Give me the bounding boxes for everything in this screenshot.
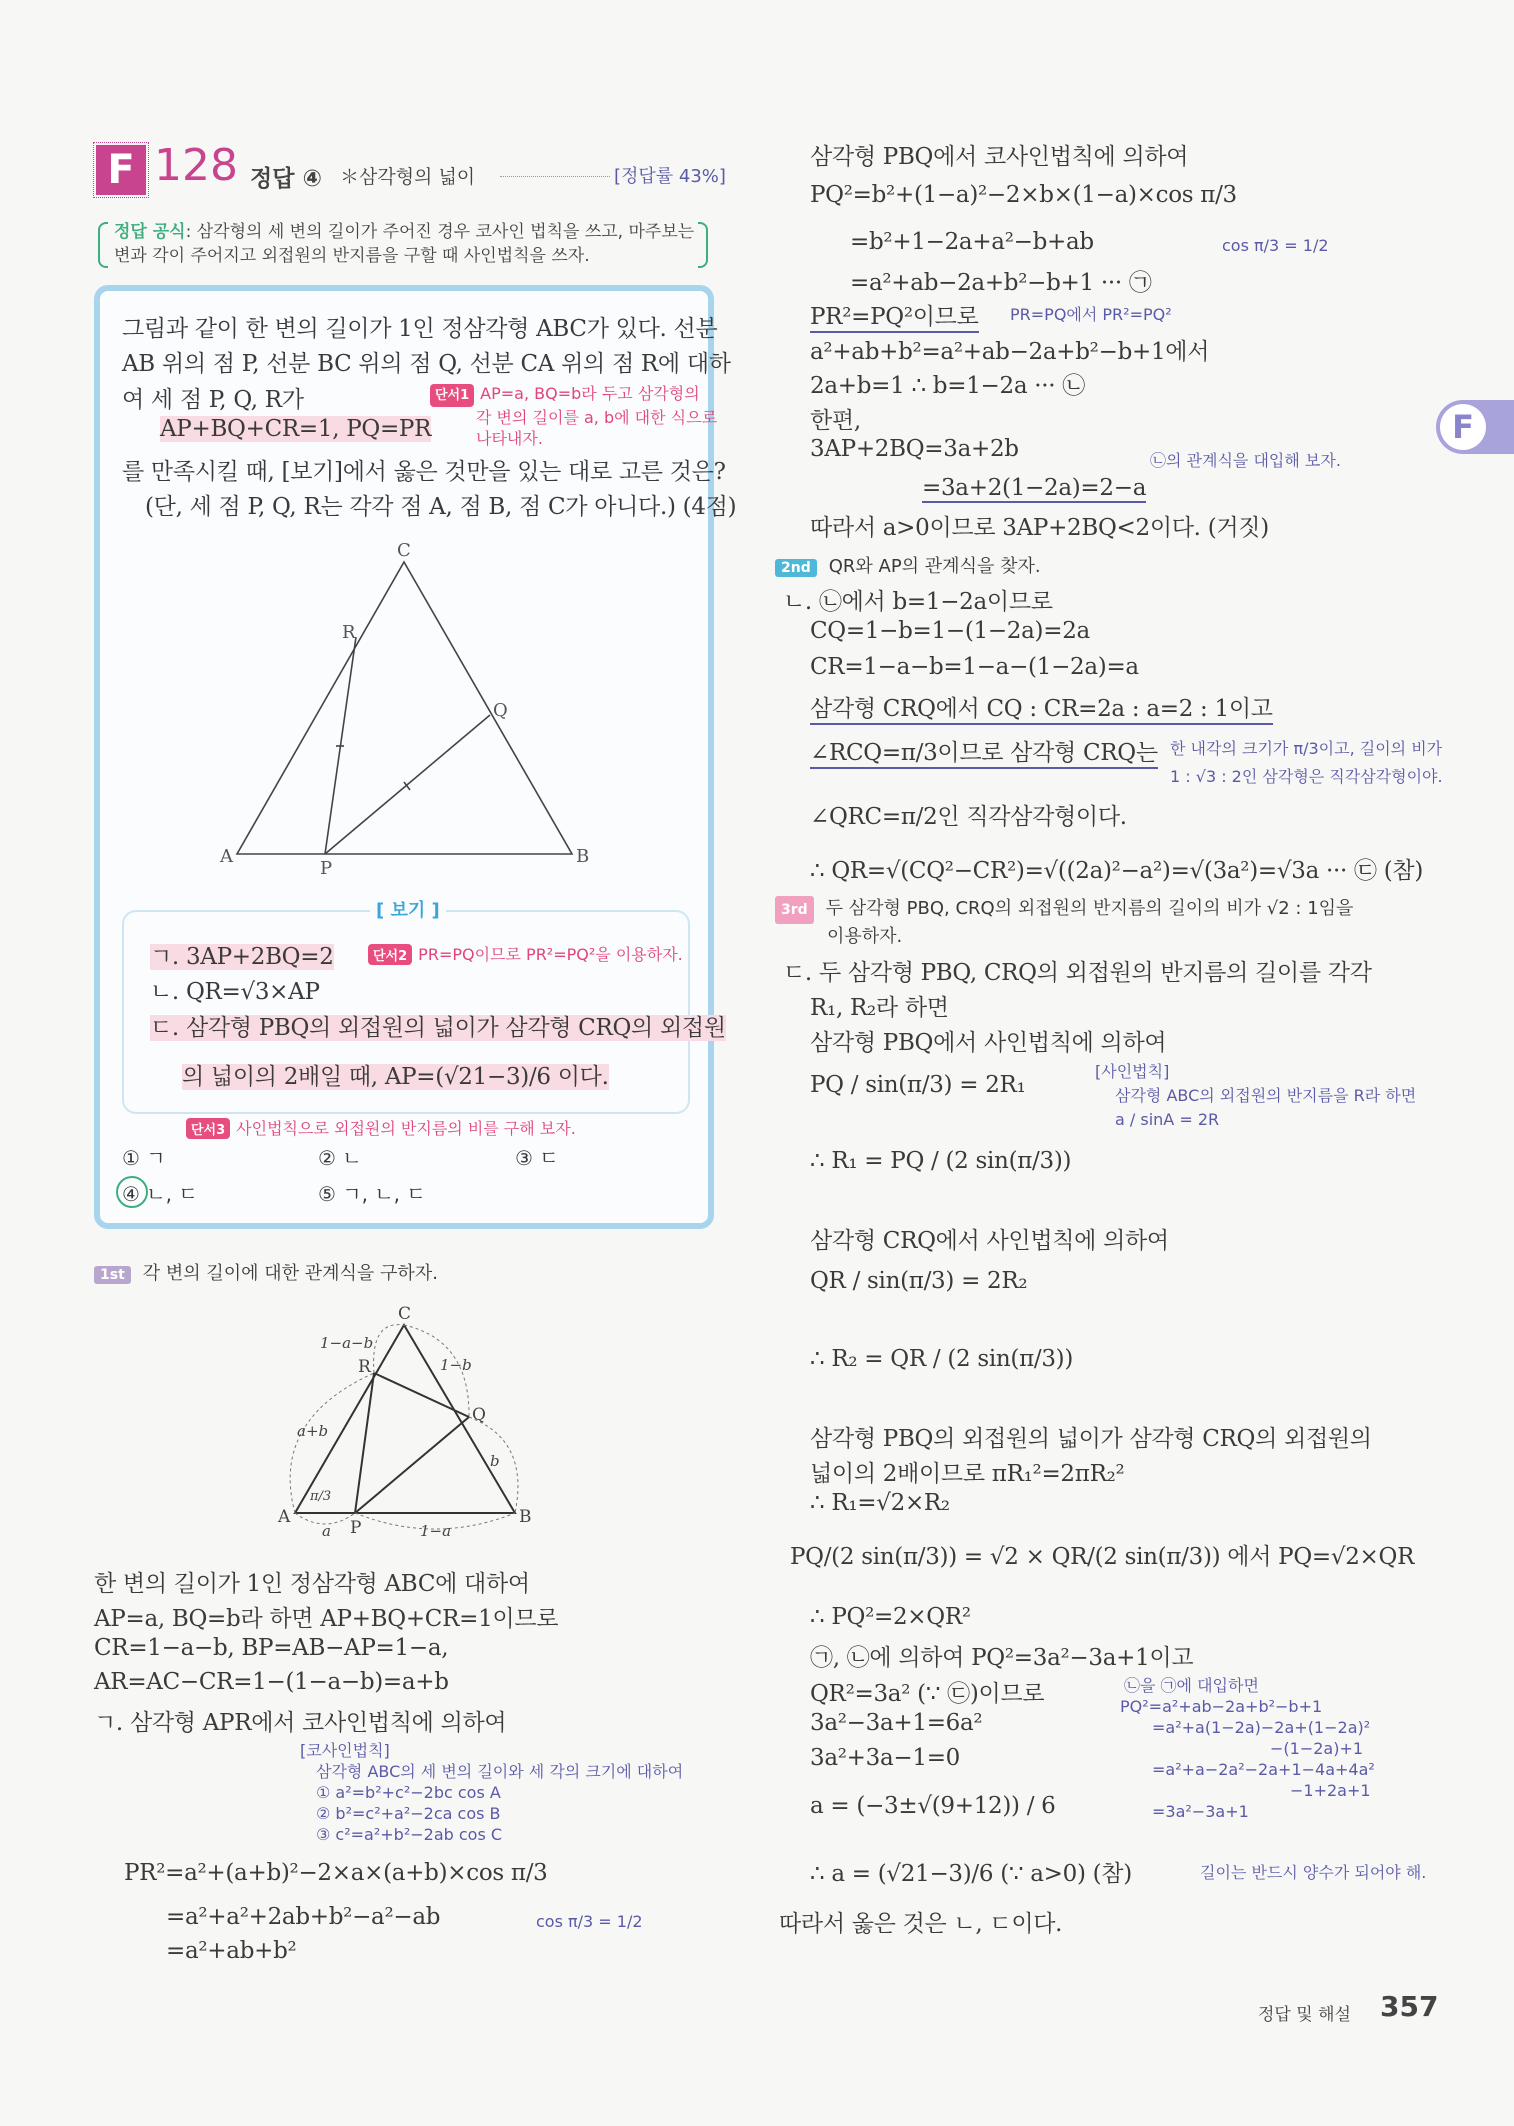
r3-line-5: ∴ R₁ = PQ / (2 sin(π/3)) [810, 1148, 1072, 1174]
answer-label: 정답 ④ [250, 166, 322, 192]
positive-note: 길이는 반드시 양수가 되어야 해. [1200, 1863, 1427, 1882]
r1-line-8: 한편, [810, 408, 861, 434]
r2-line-6: ∠QRC=π/2인 직각삼각형이다. [810, 804, 1127, 830]
r2-line-7: ∴ QR=√(CQ²−CR²)=√((2a)²−a²)=√(3a²)=√3a ··· ㉢ (참) [810, 858, 1424, 884]
bogi-item-3-cont [182, 1058, 609, 1091]
step1-line-5: ㄱ. 삼각형 APR에서 코사인법칙에 의하여 [94, 1710, 507, 1736]
r2-line-1: ㄴ. ㉡에서 b=1−2a이므로 [783, 589, 1053, 615]
label-p-2: P [350, 1518, 362, 1538]
arc-ar [290, 1373, 374, 1513]
r3-line-9: 삼각형 PBQ의 외접원의 넓이가 삼각형 CRQ의 외접원의 [810, 1426, 1372, 1452]
subst-note-5: −1+2a+1 [1290, 1781, 1371, 1800]
label-q-2: Q [472, 1405, 486, 1425]
cosine-rule-note [300, 1740, 683, 1845]
step1-tag: 1st [94, 1266, 131, 1284]
r1-note-pr-pq: PR=PQ에서 PR²=PQ² [1010, 305, 1172, 324]
bogi-item-3-cont-text: 의 넓이의 2배일 때, AP=(√21−3)/6 이다. [182, 1064, 609, 1090]
label-p: P [320, 858, 333, 879]
substitution-note [1120, 1675, 1375, 1822]
bogi-item-1-text: ㄱ. 3AP+2BQ=2 [150, 944, 334, 970]
step1-eq-3: =a²+ab+b² [166, 1938, 297, 1964]
segment-pq [325, 715, 490, 854]
choice-5[interactable]: ⑤ ㄱ, ㄴ, ㄷ [318, 1182, 426, 1206]
segment-rq-2 [374, 1373, 469, 1417]
bogi-title: [ 보기 ] [370, 896, 446, 922]
r3-line-12: PQ/(2 sin(π/3)) = √2 × QR/(2 sin(π/3)) 에서 PQ=√2×QR [790, 1544, 1415, 1570]
step1-line-1: 한 변의 길이가 1인 정삼각형 ABC에 대하여 [94, 1571, 530, 1597]
conclusion: 따라서 옳은 것은 ㄴ, ㄷ이다. [779, 1911, 1063, 1937]
step1-triangle-figure [270, 1300, 550, 1540]
r1-line-3: =b²+1−2a+a²−b+ab [850, 229, 1094, 255]
formula-line2: 변과 각이 주어지고 외접원의 반지름을 구할 때 사인법칙을 쓰자. [114, 246, 590, 266]
formula-note [114, 220, 694, 268]
hint-3-tag: 단서3 [186, 1118, 230, 1139]
step2-header [775, 552, 1041, 578]
r1-line-1: 삼각형 PBQ에서 코사인법칙에 의하여 [810, 144, 1189, 170]
r1-line-10: =3a+2(1−2a)=2−a [922, 475, 1147, 501]
subst-note-1: PQ²=a²+ab−2a+b²−b+1 [1120, 1697, 1323, 1716]
problem-line-6: (단, 세 점 P, Q, R는 각각 점 A, 점 B, 점 C가 아니다.) (4점) [145, 494, 737, 520]
label-b-2: B [519, 1507, 532, 1527]
side-tab-letter: F [1440, 404, 1486, 450]
step3-title: 두 삼각형 PBQ, CRQ의 외접원의 반지름의 길이의 비가 √2 : 1임을 [825, 898, 1354, 919]
label-ap-length: a [322, 1522, 331, 1540]
r1-line-2: PQ²=b²+(1−a)²−2×b×(1−a)×cos π/3 [810, 182, 1237, 208]
cos-value-note: cos π/3 = 1/2 [536, 1912, 643, 1931]
label-c-2: C [398, 1304, 412, 1324]
step3-header [775, 896, 1353, 950]
choice-2[interactable]: ② ㄴ [318, 1146, 362, 1170]
subst-note-6: =3a²−3a+1 [1152, 1802, 1249, 1821]
r2-note-1: 한 내각의 크기가 π/3이고, 길이의 비가 [1170, 739, 1443, 758]
step1-header [94, 1259, 438, 1285]
r2-note [1170, 735, 1443, 791]
hint-1 [430, 383, 717, 449]
label-cr-length: 1−a−b [320, 1334, 374, 1352]
cosine-note-3: ② b²=c²+a²−2ca cos B [316, 1804, 501, 1823]
problem-triangle-figure [200, 530, 600, 880]
segment-pq-2 [355, 1417, 469, 1513]
r1-line-11: 따라서 a>0이므로 3AP+2BQ<2이다. (거짓) [810, 515, 1269, 541]
subst-note-2: =a²+a(1−2a)−2a+(1−2a)² [1152, 1718, 1371, 1737]
cosine-note-2: ① a²=b²+c²−2bc cos A [316, 1783, 501, 1802]
choice-1[interactable]: ① ㄱ [122, 1146, 166, 1170]
cosine-note-4: ③ c²=a²+b²−2ab cos C [316, 1825, 503, 1844]
step1-eq-2: =a²+a²+2ab+b²−a²−ab [166, 1904, 441, 1930]
step1-eq-1: PR²=a²+(a+b)²−2×a×(a+b)×cos π/3 [124, 1860, 548, 1886]
cosine-note-title: [코사인법칙] [300, 1741, 390, 1760]
subst-note-3: −(1−2a)+1 [1270, 1739, 1364, 1758]
subst-note-0: ㉡을 ㉠에 대입하면 [1124, 1676, 1259, 1695]
triangle-abc [237, 562, 572, 854]
hint-1-line1: AP=a, BQ=b라 두고 삼각형의 [480, 384, 700, 403]
label-pb-length: 1−a [420, 1522, 452, 1540]
r3-line-13: ∴ PQ²=2×QR² [810, 1604, 971, 1630]
page-number: 357 [1380, 1990, 1439, 2023]
topic-label: ＊삼각형의 넓이 [340, 166, 476, 188]
label-bq-length: b [490, 1452, 500, 1470]
sine-note-1: 삼각형 ABC의 외접원의 반지름을 R라 하면 [1115, 1086, 1417, 1105]
r1-line-5: PR²=PQ²이므로 [810, 298, 979, 333]
dotted-leader [500, 176, 610, 177]
r1-line-4: =a²+ab−2a+b²−b+1 ··· ㉠ [850, 270, 1152, 296]
problem-line-5: 를 만족시킬 때, [보기]에서 옳은 것만을 있는 대로 고른 것은? [122, 459, 726, 485]
r3-line-4: PQ / sin(π/3) = 2R₁ [810, 1072, 1026, 1098]
problem-line-3: 여 세 점 P, Q, R가 [122, 387, 304, 413]
problem-line-2: AB 위의 점 P, 선분 BC 위의 점 Q, 선분 CA 위의 점 R에 대하 [122, 351, 731, 377]
step1-line-3: CR=1−a−b, BP=AB−AP=1−a, [94, 1635, 449, 1661]
step2-title: QR와 AP의 관계식을 찾자. [828, 556, 1041, 577]
problem-number: 128 [154, 140, 238, 191]
choice-4[interactable]: ④ ㄴ, ㄷ [122, 1182, 198, 1206]
r2-line-4: 삼각형 CRQ에서 CQ : CR=2a : a=2 : 1이고 [810, 690, 1273, 725]
hint-3 [186, 1116, 576, 1139]
hint-1-line3: 나타내자. [476, 429, 543, 448]
hint-1-tag: 단서1 [430, 384, 474, 407]
step1-line-2: AP=a, BQ=b라 하면 AP+BQ+CR=1이므로 [94, 1606, 559, 1632]
r3-line-18: a = (−3±√(9+12)) / 6 [810, 1793, 1056, 1819]
formula-bracket-right [698, 222, 708, 268]
hint-2-tag: 단서2 [368, 944, 412, 965]
problem-condition: AP+BQ+CR=1, PQ=PR [160, 416, 432, 442]
label-b: B [576, 846, 590, 867]
hint-2 [368, 942, 683, 965]
label-a-2: A [278, 1507, 291, 1527]
r3-line-1: ㄷ. 두 삼각형 PBQ, CRQ의 외접원의 반지름의 길이를 각각 [783, 960, 1372, 986]
r1-line-9: 3AP+2BQ=3a+2b [810, 436, 1019, 462]
sine-note-2: a / sinA = 2R [1115, 1110, 1220, 1129]
label-cq-length: 1−b [440, 1356, 472, 1374]
r3-line-10: 넓이의 2배이므로 πR₁²=2πR₂² [810, 1461, 1125, 1487]
choice-3[interactable]: ③ ㄷ [515, 1146, 559, 1170]
label-a: A [220, 846, 233, 867]
formula-line1: : 삼각형의 세 변의 길이가 주어진 경우 코사인 법칙을 쓰고, 마주보는 [185, 222, 695, 242]
step1-title: 각 변의 길이에 대한 관계식을 구하자. [142, 1263, 438, 1284]
footer-label: 정답 및 해설 [1258, 2005, 1351, 2025]
sine-note-title: [사인법칙] [1095, 1062, 1170, 1081]
r1-note-subst: ㉡의 관계식을 대입해 보자. [1150, 451, 1341, 470]
step2-tag: 2nd [775, 559, 817, 577]
r3-line-7: QR / sin(π/3) = 2R₂ [810, 1268, 1028, 1294]
hint-2-text: PR=PQ이므로 PR²=PQ²을 이용하자. [418, 945, 683, 964]
formula-bracket-left [98, 222, 108, 268]
r3-line-11: ∴ R₁=√2×R₂ [810, 1490, 950, 1516]
r3-line-19: ∴ a = (√21−3)/6 (∵ a>0) (참) [810, 1861, 1132, 1887]
r2-line-5: ∠RCQ=π/3이므로 삼각형 CRQ는 [810, 734, 1158, 769]
section-badge: F [96, 145, 146, 195]
r3-line-16: 3a²−3a+1=6a² [810, 1710, 983, 1736]
bogi-item-3-text: ㄷ. 삼각형 PBQ의 외접원의 넓이가 삼각형 CRQ의 외접원 [150, 1015, 726, 1041]
r1-line-6: a²+ab+b²=a²+ab−2a+b²−b+1에서 [810, 339, 1210, 365]
r2-note-2: 1 : √3 : 2인 삼각형은 직각삼각형이야. [1170, 767, 1443, 786]
step1-line-4: AR=AC−CR=1−(1−a−b)=a+b [94, 1669, 449, 1695]
r3-line-8: ∴ R₂ = QR / (2 sin(π/3)) [810, 1346, 1074, 1372]
r3-line-17: 3a²+3a−1=0 [810, 1745, 960, 1771]
sine-rule-note [1095, 1060, 1416, 1132]
r3-line-3: 삼각형 PBQ에서 사인법칙에 의하여 [810, 1030, 1167, 1056]
hint-1-line2: 각 변의 길이를 a, b에 대한 식으로 [476, 408, 718, 427]
r3-line-6: 삼각형 CRQ에서 사인법칙에 의하여 [810, 1228, 1169, 1254]
accuracy-badge: [정답률 43%] [614, 166, 726, 187]
step3-title-2: 이용하자. [827, 926, 903, 947]
cosine-note-1: 삼각형 ABC의 세 변의 길이와 세 각의 크기에 대하여 [316, 1762, 684, 1781]
r3-line-15: QR²=3a² (∵ ㉢)이므로 [810, 1681, 1045, 1707]
step3-tag: 3rd [775, 896, 814, 924]
label-r: R [342, 622, 356, 643]
bogi-item-3 [150, 1009, 726, 1042]
r2-line-3: CR=1−a−b=1−a−(1−2a)=a [810, 654, 1139, 680]
subst-note-4: =a²+a−2a²−2a+1−4a+4a² [1152, 1760, 1375, 1779]
label-r-2: R [358, 1357, 371, 1377]
hint-3-text: 사인법칙으로 외접원의 반지름의 비를 구해 보자. [236, 1119, 576, 1138]
r3-line-2: R₁, R₂라 하면 [810, 995, 949, 1021]
r1-note-cos: cos π/3 = 1/2 [1222, 236, 1329, 255]
bogi-item-1 [150, 938, 334, 971]
selected-choice-circle [116, 1176, 148, 1208]
r1-line-7: 2a+b=1 ∴ b=1−2a ··· ㉡ [810, 373, 1086, 399]
bogi-item-2: ㄴ. QR=√3×AP [150, 979, 320, 1005]
r2-line-2: CQ=1−b=1−(1−2a)=2a [810, 618, 1090, 644]
label-c: C [397, 540, 411, 561]
problem-line-1: 그림과 같이 한 변의 길이가 1인 정삼각형 ABC가 있다. 선분 [122, 316, 718, 342]
label-q: Q [493, 700, 508, 721]
r3-line-14: ㉠, ㉡에 의하여 PQ²=3a²−3a+1이고 [810, 1645, 1194, 1671]
label-angle-a: π/3 [310, 1489, 332, 1504]
formula-label: 정답 공식 [114, 222, 186, 242]
label-ar-length: a+b [297, 1422, 329, 1440]
